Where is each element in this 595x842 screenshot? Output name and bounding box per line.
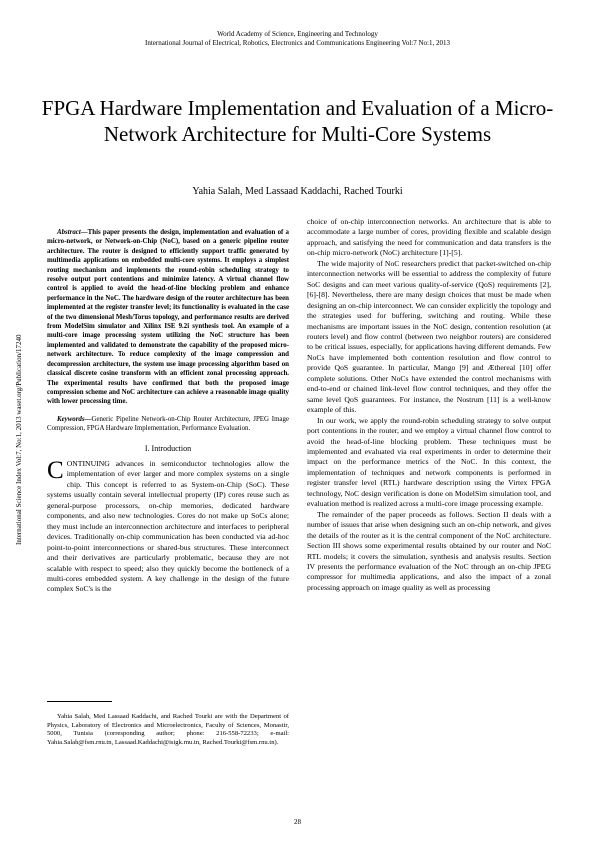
- right-paragraph-0: choice of on-chip interconnection networks. An architecture that is able to accommodate a large number of cores, providing flexible and scalable design approach, and satisfying the need for communication and data transfers is the on-chip micro-network (NoC) architecture [1]-[5].: [307, 217, 551, 258]
- drop-cap: C: [47, 456, 64, 484]
- keywords: [47, 415, 289, 434]
- header-line-2: International Journal of Electrical, Robotics, Electronics and Communications Engineering Vol:7 No:1, 2013: [145, 39, 450, 47]
- intro-paragraph: [47, 456, 289, 595]
- abstract-label: Abstract: [57, 229, 81, 236]
- footnote-rule: [47, 701, 112, 702]
- left-column: [47, 217, 289, 595]
- abstract-text: This paper presents the design, implementation and evaluation of a micro-network, or Network-on-Chip (NoC), based on a generic pipeline router architecture. The router is designed to efficiently support traffic generated by multimedia applications on embedded multi-core systems. It employs a simplest routing mechanism and implements the round-robin scheduling strategy to resolve output port contentions and minimize latency. A virtual channel flow control is applied to avoid the head-of-line blocking problem and enhance performance in the NoC. The hardware design of the router architecture has been implemented at the register transfer level; its functionality is evaluated in the case of the two dimensional Mesh/Torus topology, and performance results are derived from ModelSim simulator and Xilinx ISE 9.2i synthesis tool. An example of a multi-core image processing system utilizing the NoC structure has been implemented and validated to demonstrate the capability of the proposed micro-network architecture. To reduce complexity of the image compression and decompression architecture, the system use image processing algorithm based on classical discrete cosine transform with an efficient zonal processing approach. The experimental results have confirmed that both the proposed image compression scheme and NoC architecture can achieve a reasonable image quality with lower processing time.: [47, 229, 289, 406]
- right-column: [307, 217, 551, 593]
- author-footnote: Yahia Salah, Med Lassaad Kaddachi, and Rached Tourki are with the Department of Physics, Laboratory of Electronics and Microelectronics, Faculty of Sciences, Monastir, 5000, Tunisia (corresponding author; phone: 216-558-72233; e-mail: Yahia.Salah@fsm.rnu.tn, Lassaad.Kaddachi@isigk.rnu.tn, Rached.Tourki@fsm.rnu.tn).: [47, 713, 289, 746]
- right-paragraph-1: The wide majority of NoC researchers predict that packet-switched on-chip interconnection networks will be essential to address the complexity of future SoC designs and can meet various quality-of-service (QoS) requirements [2], [6]-[8]. Nevertheless, there are many design choices that must be made when designing an on-chip interconnect. We can consider explicitly the topology and the strategies used for buffering, switching and routing. While these mechanisms are important issues in the NoC design, contention resolution (at routers level) and flow control (between two neighbor routers) are considered to be critical issues, especially, for applications having different demands. Few NoCs have implemented both contention resolution and flow control to provide QoS guarantee. In particular, Mango [9] and Æthereal [10] offer complete solutions. Other NoCs have extended the control mechanisms with end-to-end or chained link-level flow control techniques, and they offer the same level QoS guarantees. For instance, the Nostrum [11] is a well-know example of this.: [307, 258, 551, 415]
- abstract-dash: —: [80, 229, 88, 236]
- journal-header: [0, 30, 595, 48]
- author-list: Yahia Salah, Med Lassaad Kaddachi, Rached Tourki: [192, 186, 403, 197]
- side-index-text: International Science Index Vol:7, No:1, 2013 waset.org/Publication/17240: [15, 334, 23, 545]
- intro-first-word: ONTINUING: [66, 458, 110, 468]
- keywords-text: Generic Pipeline Network-on-Chip Router Architecture, JPEG Image Compression, FPGA Hardware Implementation, Performance Evaluation.: [47, 415, 289, 433]
- intro-text: advances in semiconductor technologies allow the implementation of ever larger and more complex systems on a single chip. This concept is referred to as System-on-Chip (SoC). These systems usually contain several intellectual property (IP) cores reuse such as general-purpose processors, on-chip memories, dedicated hardware components, and also new technologies. Cores do not make up SoCs alone; they must include an interconnection architecture and interfaces to peripheral devices. Traditionally on-chip communication has been conducted via ad-hoc point-to-point interconnections or shared-bus structures. These interconnect and their derivatives are particularly problematic, because they are not scalable with respect to speed; also they quickly become the bottleneck of a multi-cores embedded system. A key challenge in the design of the future complex SoC's is the: [47, 458, 289, 594]
- right-paragraph-3: The remainder of the paper proceeds as follows. Section II deals with a number of issues that arise when designing such an on-chip network, and gives the details of the router as it is the central component of the NoC architecture. Section III shows some experimental results obtained by our router and NoC RTL models; it covers the simulation, synthesis and analysis results. Section IV presents the performance evaluation of the NoC through an on-chip JPEG compressor for multimedia applications, and also the impact of a zonal processing approach on image quality as well as processing: [307, 509, 551, 592]
- section-heading-introduction: I. Introduction: [144, 443, 192, 453]
- page-number: 28: [294, 818, 301, 826]
- right-paragraph-2: In our work, we apply the round-robin scheduling strategy to solve output port contentions in the router, and we employ a virtual channel flow control to avoid the head-of-line blocking problem. These techniques must be implemented and evaluated via real experiments in order to determine their impact on the performance metrics of the NoC. In this context, the implementation of techniques and network components is performed in register transfer level (RTL) hardware description using the Virtex FPGA technology, NoC design verification is done on ModelSim simulation tool, and evaluation method is realized across a multi-core image processing example.: [307, 415, 551, 509]
- paper-title: FPGA Hardware Implementation and Evaluation of a Micro-Network Architecture for Multi-Core Systems: [41, 96, 554, 146]
- keywords-label: Keywords: [57, 415, 85, 423]
- abstract: [47, 228, 289, 407]
- keywords-dash: —: [84, 415, 92, 423]
- header-line-1: World Academy of Science, Engineering and Technology: [217, 30, 378, 38]
